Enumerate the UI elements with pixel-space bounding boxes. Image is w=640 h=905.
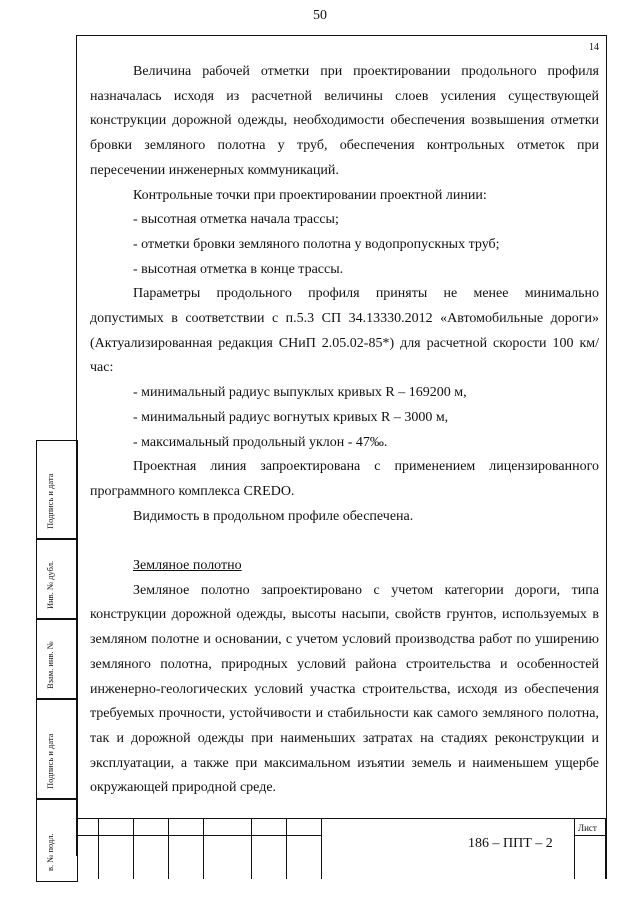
list-item: - высотная отметка в конце трассы. [133, 261, 344, 277]
stamp-rule [574, 835, 605, 836]
side-label: Подпись и дата [45, 473, 55, 529]
list-item: - максимальный продольный уклон - 47‰. [133, 434, 388, 450]
paragraph: Контрольные точки при проектировании проектной линии: [133, 187, 487, 203]
stamp-rule [251, 819, 252, 879]
stamp-rule [168, 819, 169, 879]
side-cell [36, 618, 78, 700]
paragraph: Величина рабочей отметки при проектировании продольного профиля назначалась исходя из расчетной величины слоев усиления существующей конструкции дорожной одежды, необходимости обеспечения возвышения отметки бровки земляного полотна у труб, обеспечения контрольных отметок при пересечении инженерных коммуникаций. [90, 64, 599, 178]
side-label: Подпись и дата [45, 733, 55, 789]
stamp-rule [574, 819, 575, 879]
document-code: 186 – ППТ – 2 [468, 836, 553, 851]
side-cell [36, 538, 78, 620]
stamp-rule [76, 835, 321, 836]
sheet-number: 14 [589, 42, 599, 53]
paragraph: Видимость в продольном профиле обеспечена. [133, 508, 414, 524]
side-cell [36, 698, 78, 800]
paragraph: Проектная линия запроектирована с применением лицензированного программного комплекса CREDO. [90, 459, 599, 499]
stamp-rule [133, 819, 134, 879]
side-label: в. № подл. [45, 833, 55, 871]
stamp-rule [203, 819, 204, 879]
paragraph: Земляное полотно запроектировано с учетом категории дороги, типа конструкции дорожной одежды, высоты насыпи, свойств грунтов, используемых в земляном полотне и основании, с учетом условий производства работ по уширению земляного полотна, природных условий района строительства и особенностей инженерно-геологических условий участка строительства, исходя из обеспечения требуемых прочности, устойчивости и стабильности как самого земляного полотна, так и дорожной одежды при наименьших затратах на стадиях реконструкции и эксплуатации, а также при максимальном изъятии земель и наименьшем ущербе окружающей природной среде. [90, 582, 599, 796]
side-cell [36, 798, 78, 882]
side-label: Взам. инв. № [45, 641, 55, 689]
stamp-rule [605, 819, 607, 879]
paragraph: Параметры продольного профиля приняты не менее минимально допустимых в соответствии с п.5.3 СП 34.13330.2012 «Автомобильные дороги» (Актуализированная редакция СНиП 2.05.02-85*) для расчетной скорости 100 км/час: [90, 286, 599, 376]
list-item: - минимальный радиус вогнутых кривых R – 3000 м, [133, 409, 449, 425]
list-item: - отметки бровки земляного полотна у водопропускных труб; [133, 236, 500, 252]
section-title: Земляное полотно [133, 558, 242, 574]
document-body [90, 60, 599, 801]
stamp-rule [321, 819, 322, 879]
side-stamp [36, 440, 76, 880]
stamp-rule [286, 819, 287, 879]
side-cell [36, 440, 78, 540]
page-number: 50 [313, 8, 327, 23]
sheet-label: Лист [578, 823, 597, 833]
list-item: - высотная отметка начала трассы; [133, 212, 339, 228]
side-label: Инв. № дубл. [45, 560, 55, 609]
stamp-rule [98, 819, 99, 879]
list-item: - минимальный радиус выпуклых кривых R – 169200 м, [133, 385, 467, 401]
